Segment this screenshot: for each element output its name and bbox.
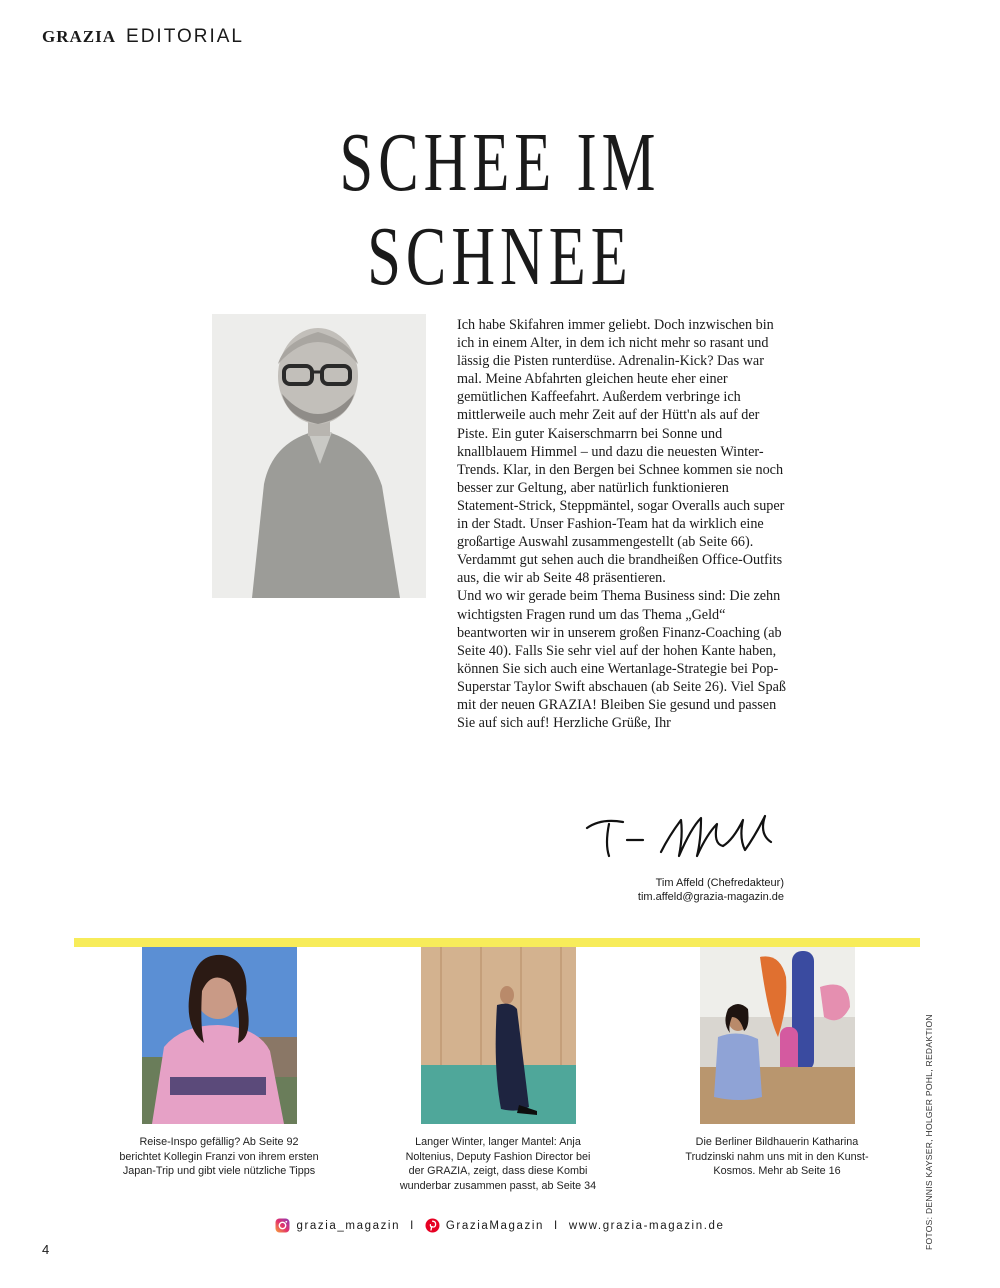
page-header (42, 26, 244, 48)
instagram-handle[interactable]: grazia_magazin (296, 1219, 401, 1232)
headline-line-2: SCHNEE (367, 210, 633, 303)
editor-portrait (212, 314, 426, 598)
headline-line-1: SCHEE IM (339, 116, 661, 209)
feature-photo-coat (421, 947, 576, 1124)
social-footer (0, 1218, 1000, 1233)
feature-caption-japan: Reise-Inspo gefällig? Ab Seite 92 berichtet Kollegin Franzi von ihrem ersten Japan-Trip und gibt viele nützliche Tipps (119, 1136, 319, 1177)
section-label: EDITORIAL (126, 26, 244, 47)
feature-caption-coat: Langer Winter, langer Mantel: Anja Noltenius, Deputy Fashion Director bei der GRAZIA, zeigt, dass diese Kombi wunderbar zusammen passt, ab Seite 34 (399, 1136, 597, 1192)
japan-trip-photo (142, 947, 297, 1124)
instagram-icon[interactable] (275, 1218, 290, 1233)
headline (140, 116, 860, 304)
feature-caption-studio: Die Berliner Bildhauerin Katharina Trudzinski nahm uns mit in den Kunst-Kosmos. Mehr ab Seite 16 (685, 1136, 869, 1177)
feature-photo-studio (700, 947, 855, 1124)
long-coat-photo (421, 947, 576, 1124)
footer-separator: I (410, 1219, 415, 1232)
photo-credit-text: FOTOS: DENNIS KAYSER, HOLGER POHL, REDAKTION (924, 1014, 934, 1250)
editorial-text (457, 316, 789, 732)
signer-name: Tim Affeld (Chefredakteur) (655, 877, 784, 889)
signature-icon (583, 800, 793, 870)
footer-separator: I (554, 1219, 559, 1232)
editor-portrait-illustration (212, 314, 426, 598)
website-link[interactable]: www.grazia-magazin.de (568, 1219, 725, 1232)
brand-logo: GRAZIA (42, 27, 117, 46)
page-number: 4 (42, 1242, 50, 1257)
pinterest-icon[interactable] (425, 1218, 440, 1233)
feature-photo-japan (142, 947, 297, 1124)
art-studio-photo (700, 947, 855, 1124)
editorial-paragraph: Ich habe Skifahren immer geliebt. Doch inzwischen bin ich in einem Alter, in dem ich nicht mehr so rasant und lässig die Pisten runterdüse. Adrenalin-Kick? Das war mal. Meine Abfahrten gleichen heute eher einer gemütlichen Kaffeefahrt. Außerdem verbringe ich mittlerweile auch mehr Zeit auf der Hütt'n als auf der Piste. Ein guter Kaiserschmarrn bei Sonne und knallblauem Himmel – und dazu die neuesten Winter-Trends. Klar, in den Bergen bei Schnee kommen sie noch besser zur Geltung, aber natürlich funktionieren Statement-Strick, Steppmäntel, sogar Overalls auch super in der Stadt. Unser Fashion-Team hat da wirklich eine großartige Auswahl zusammengestellt (ab Seite 66). Verdammt gut sehen auch die brandheißen Office-Outfits aus, die wir ab Seite 48 präsentieren. (457, 317, 785, 587)
pinterest-handle[interactable]: GraziaMagazin (445, 1219, 545, 1232)
signer-email[interactable]: tim.affeld@grazia-magazin.de (637, 891, 784, 903)
signature-block (560, 876, 784, 904)
photo-credit (924, 990, 938, 1250)
editorial-paragraph: Und wo wir gerade beim Thema Business sind: Die zehn wichtigsten Fragen rund um das Thema „Geld“ beantworten wir in unserem großen Finanz-Coaching (ab Seite 40). Falls Sie sehr viel auf der hohen Kante haben, können Sie sich auch eine Wertanlage-Strategie bei Pop-Superstar Taylor Swift abschauen (ab Seite 26). Viel Spaß mit der neuen GRAZIA! Bleiben Sie gesund und passen Sie auf sich auf! Herzliche Grüße, Ihr (457, 588, 786, 732)
accent-bar (74, 938, 920, 947)
